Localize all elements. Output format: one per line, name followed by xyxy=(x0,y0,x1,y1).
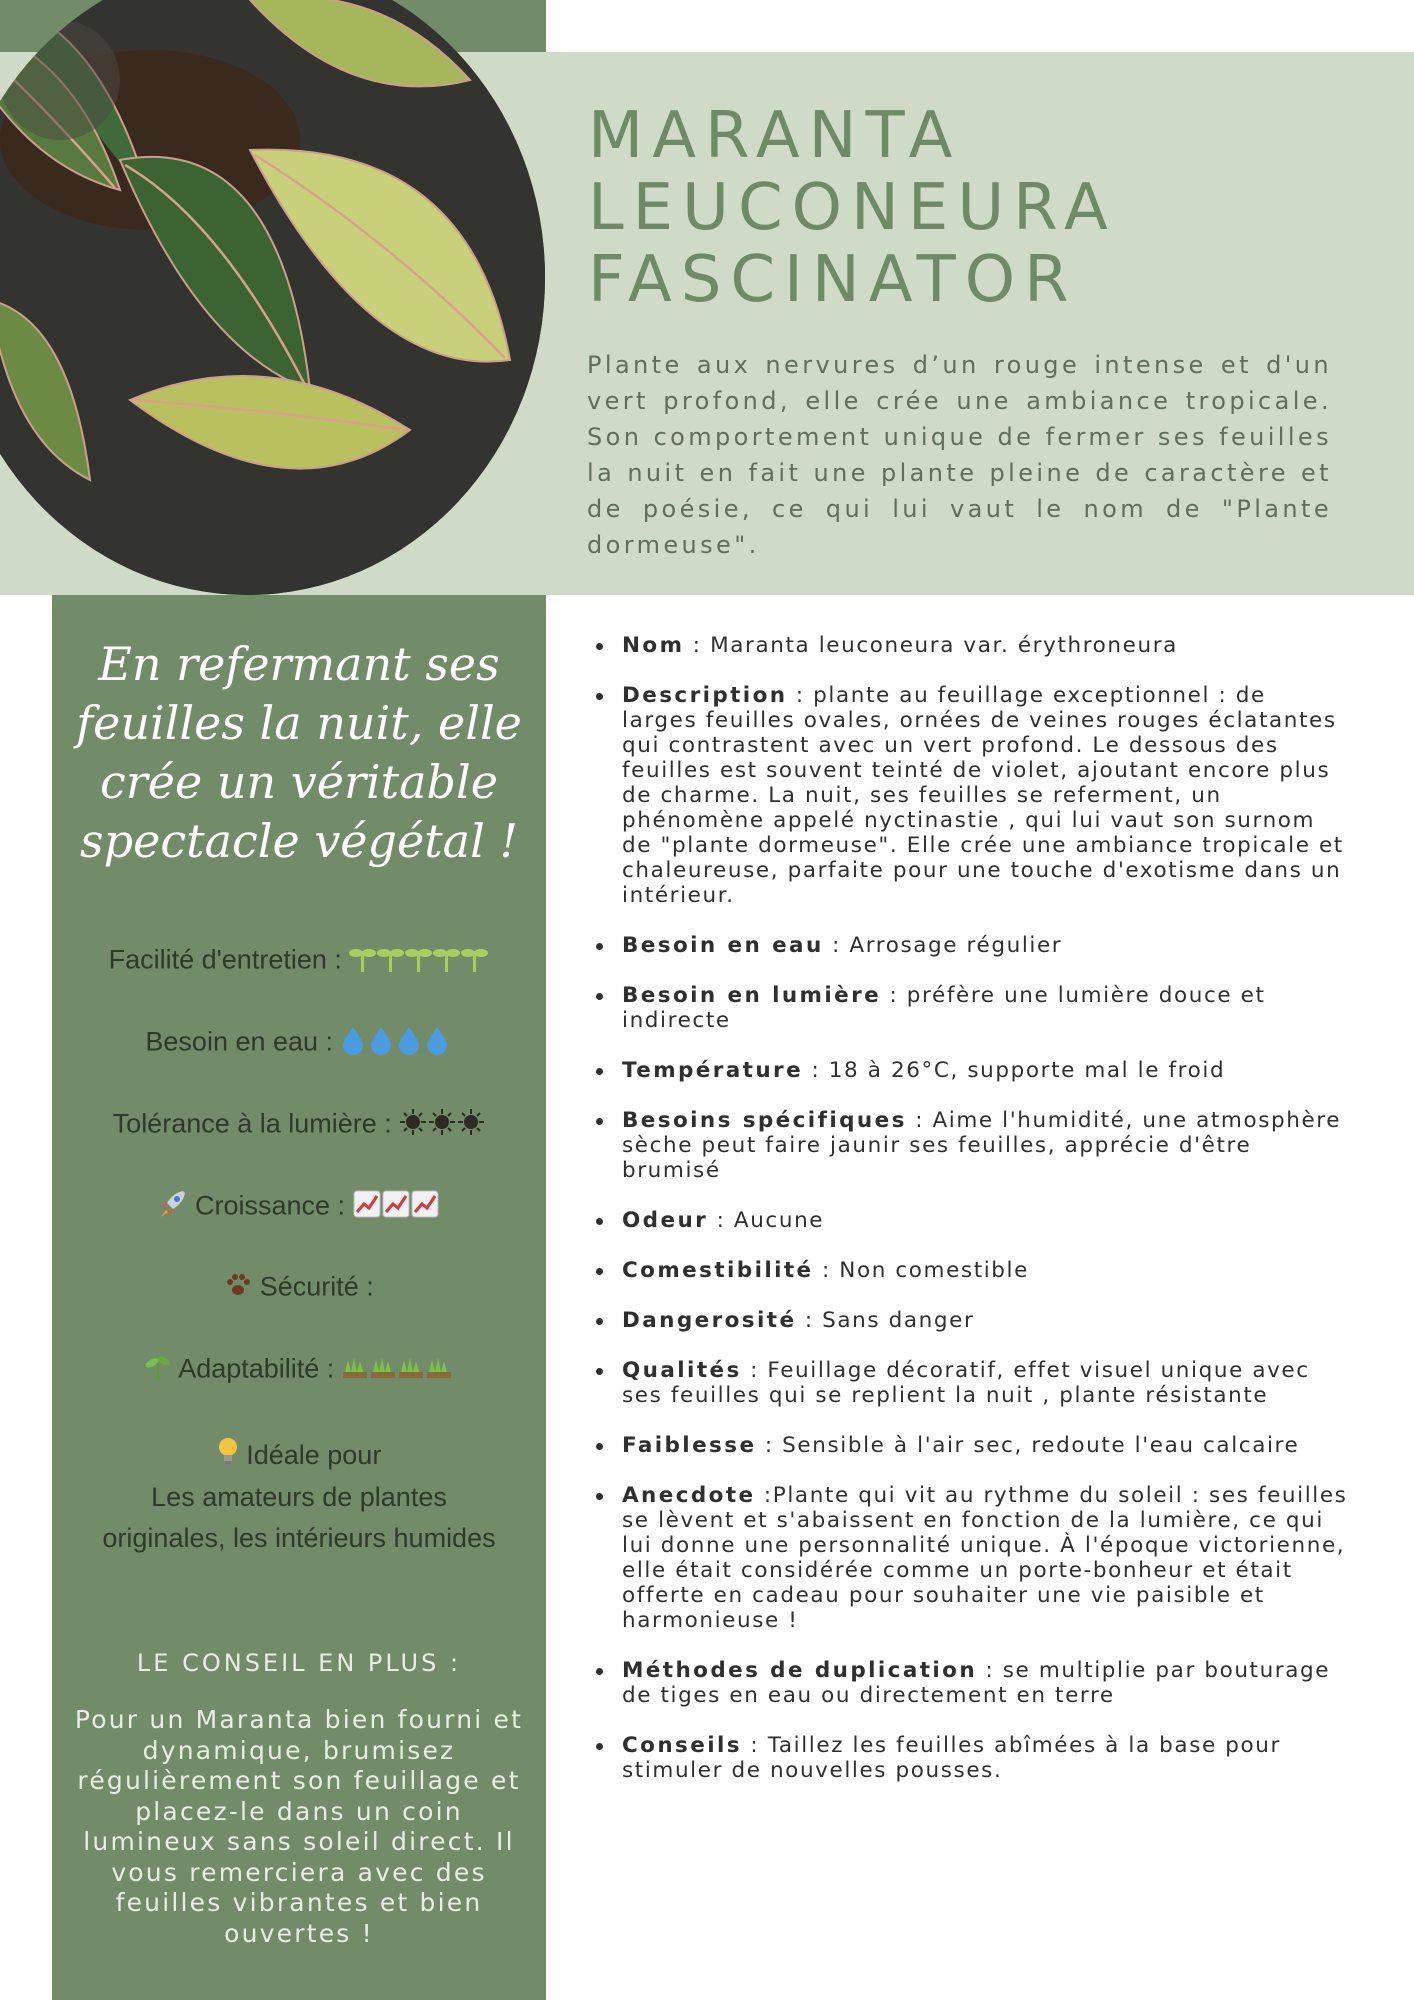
stat-safety xyxy=(52,1271,546,1306)
fact-text: : Feuillage décoratif, effet visuel unique avec ses feuilles qui se replient la nuit , plante résistante xyxy=(622,1358,1310,1408)
fact-label: Nom xyxy=(622,633,685,658)
sprout-icon xyxy=(349,943,489,980)
plant-facts-list xyxy=(588,633,1348,1808)
stat-label: Croissance : xyxy=(194,1190,346,1221)
stat-care-ease xyxy=(52,943,546,980)
fact-item xyxy=(588,1108,1348,1183)
stat-light-tolerance xyxy=(52,1107,546,1144)
fact-label: Faiblesse xyxy=(622,1433,757,1458)
fact-label: Besoins spécifiques xyxy=(622,1108,907,1133)
quote-line: En refermant ses xyxy=(98,637,500,691)
fact-text: : Non comestible xyxy=(813,1258,1029,1283)
stat-adaptability xyxy=(52,1353,546,1388)
fact-label: Besoin en lumière xyxy=(622,983,882,1008)
ideal-heading xyxy=(52,1435,546,1477)
fact-item xyxy=(588,983,1348,1033)
quote-line: crée un véritable xyxy=(100,755,498,809)
paw-icon xyxy=(224,1271,252,1306)
fact-item xyxy=(588,1658,1348,1708)
fact-text: : 18 à 26°C, supporte mal le froid xyxy=(803,1058,1226,1083)
title-line: LEUCONEURA xyxy=(588,171,1117,245)
lightbulb-icon xyxy=(217,1436,239,1477)
title-line: MARANTA xyxy=(588,99,962,173)
water-drop-icon xyxy=(341,1025,453,1062)
tip-text: Pour un Maranta bien fourni et dynamique, brumisez régulièrement son feuillage et placez-le dans un coin lumineux sans soleil direct. Il vous remerciera avec des feuilles vibrantes et bien ouvertes ! xyxy=(74,1705,524,1948)
fact-text: : plante au feuillage exceptionnel : de larges feuilles ovales, ornées de veines rouges éclatantes qui contrastent avec un vert profond. Le dessous des feuilles est souvent teinté de violet, ajoutant encore plus de charme. La nuit, ses feuilles se referment, un phénomène appelé nyctinastie , qui lui vaut son surnom de "plante dormeuse". Elle crée une ambiance tropicale et chaleureuse, parfaite pour une touche d'exotisme dans un intérieur. xyxy=(622,683,1344,908)
stat-label: Tolérance à la lumière : xyxy=(112,1108,392,1139)
fact-item xyxy=(588,1308,1348,1333)
fact-text: : Aime l'humidité, une atmosphère sèche peut faire jaunir ses feuilles, apprécie d'être brumisé xyxy=(622,1108,1342,1183)
quote-line: feuilles la nuit, elle xyxy=(76,696,522,750)
fact-item xyxy=(588,933,1348,958)
stat-growth xyxy=(52,1189,546,1226)
ideal-line: Les amateurs de plantes xyxy=(151,1482,447,1513)
fact-label: Température xyxy=(622,1058,804,1083)
fact-item xyxy=(588,1358,1348,1408)
ideal-title: Idéale pour xyxy=(246,1440,382,1470)
fact-text: : Sans danger xyxy=(796,1308,975,1333)
fact-text: : Taillez les feuilles abîmées à la base pour stimuler de nouvelles pousses. xyxy=(622,1733,1281,1783)
fact-label: Besoin en eau xyxy=(622,933,824,958)
tip-title: LE CONSEIL EN PLUS : xyxy=(136,1649,462,1677)
stat-water-need xyxy=(52,1025,546,1062)
grass-icon xyxy=(342,1354,454,1387)
fact-label: Qualités xyxy=(622,1358,742,1383)
fact-text: : Aucune xyxy=(708,1208,825,1233)
fact-item xyxy=(588,1733,1348,1783)
fact-item xyxy=(588,1208,1348,1233)
stat-label: Adaptabilité : xyxy=(178,1353,335,1384)
fact-label: Comestibilité xyxy=(622,1258,814,1283)
stat-label: Facilité d'entretien : xyxy=(108,944,342,975)
handwritten-quote xyxy=(66,635,532,871)
fact-item xyxy=(588,633,1348,658)
seedling-icon xyxy=(144,1353,172,1388)
fact-text: : préfère une lumière douce et indirecte xyxy=(622,983,1266,1033)
fact-item xyxy=(588,1058,1348,1083)
sidebar xyxy=(52,595,546,2000)
fact-label: Dangerosité xyxy=(622,1308,797,1333)
stat-label: Sécurité : xyxy=(259,1271,374,1302)
ideal-line: originales, les intérieurs humides xyxy=(102,1523,496,1554)
fact-label: Méthodes de duplication xyxy=(622,1658,978,1683)
plant-title xyxy=(588,100,1388,316)
rocket-icon xyxy=(159,1189,187,1226)
fact-item xyxy=(588,1258,1348,1283)
sun-icon xyxy=(399,1107,485,1144)
fact-item xyxy=(588,683,1348,908)
fact-text: : Maranta leuconeura var. érythroneura xyxy=(684,633,1178,658)
fact-label: Description xyxy=(622,683,788,708)
fact-text: : Sensible à l'air sec, redoute l'eau calcaire xyxy=(756,1433,1300,1458)
title-line: FASCINATOR xyxy=(588,243,1078,317)
fact-label: Anecdote xyxy=(622,1483,756,1508)
fact-label: Conseils xyxy=(622,1733,742,1758)
fact-text: : Arrosage régulier xyxy=(823,933,1063,958)
fact-item xyxy=(588,1433,1348,1458)
fact-text: : se multiplie par bouturage de tiges en eau ou directement en terre xyxy=(622,1658,1331,1708)
stat-label: Besoin en eau : xyxy=(145,1026,334,1057)
ideal-for xyxy=(52,1435,546,1559)
chart-up-icon xyxy=(353,1190,439,1225)
fact-label: Odeur xyxy=(622,1208,709,1233)
quote-line: spectacle végétal ! xyxy=(80,814,518,868)
intro-text: Plante aux nervures d’un rouge intense et d'un vert profond, elle crée une ambiance tropicale. Son comportement unique de fermer ses feuilles la nuit en fait une plante pleine de caractère et de poésie, ce qui lui vaut le nom de "Plante dormeuse". xyxy=(587,351,1332,559)
fact-text: :Plante qui vit au rythme du soleil : ses feuilles se lèvent et s'abaissent en fonction de la lumière, ce qui lui donne une personnalité unique. À l'époque victorienne, elle était considérée comme un porte-bonheur et était offerte en cadeau pour souhaiter une vie paisible et harmonieuse ! xyxy=(622,1483,1348,1633)
fact-item xyxy=(588,1483,1348,1633)
